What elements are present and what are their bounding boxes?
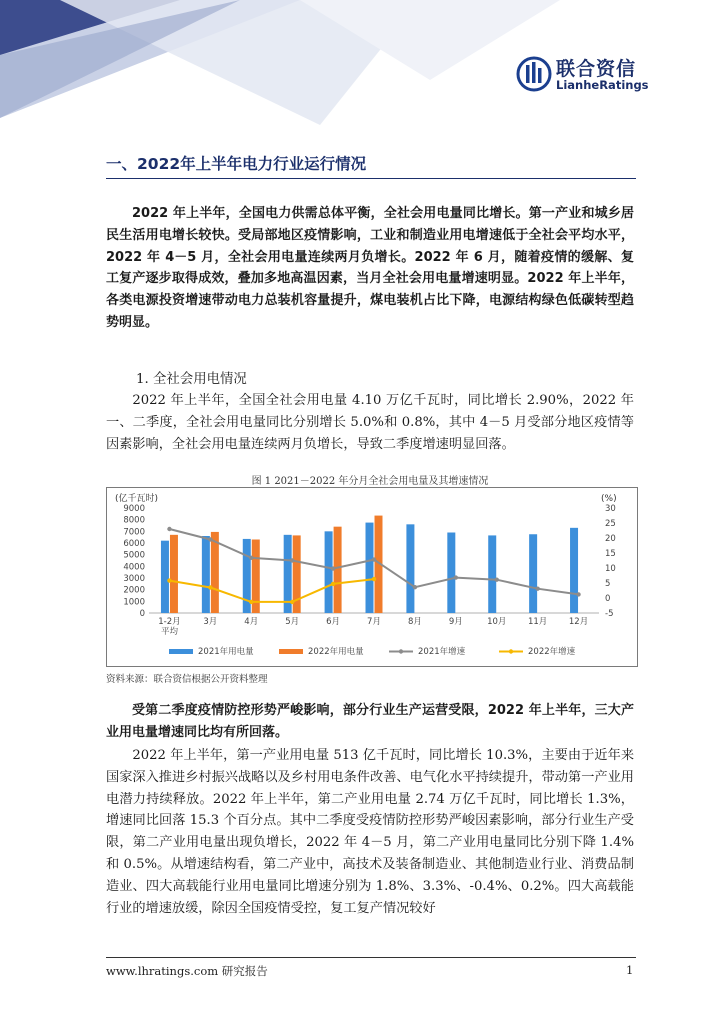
- bar-2021年用电量: [447, 533, 455, 614]
- summary-paragraph: [106, 203, 634, 334]
- bold-text-2: 受第二季度疫情防控形势严峻影响，部分行业生产运营受限，2022 年上半年，三大产业用电量增速同比均有所回落。: [106, 703, 634, 740]
- bar-2022年用电量: [211, 532, 219, 613]
- point-2022年增速: [372, 577, 376, 581]
- bold-paragraph-2: [106, 700, 634, 744]
- subsection-heading: 1. 全社会用电情况: [136, 372, 247, 387]
- left-tick-label: 2000: [123, 585, 145, 596]
- legend-label: 2021年用电量: [198, 647, 254, 657]
- legend-marker: [399, 649, 403, 653]
- body-text-1: 2022 年上半年，全国全社会用电量 4.10 万亿千瓦时，同比增长 2.90%，2022 年一、二季度，全社会用电量同比分别增长 5.0%和 0.8%，其中 4－5 月受部分地区疫情等因素影响，全社会用电量连续两月负增长，导致二季度增速明显回落。: [106, 393, 634, 452]
- right-tick-label: 0: [605, 594, 611, 604]
- left-tick-label: 1000: [123, 597, 145, 608]
- left-tick-label: 7000: [123, 527, 145, 538]
- x-tick-label: 8月: [407, 617, 422, 627]
- point-2021年增速: [167, 527, 171, 531]
- legend-label: 2021年增速: [418, 647, 466, 657]
- footer-site: www.lhratings.com 研究报告: [106, 964, 268, 978]
- point-2021年增速: [413, 585, 417, 589]
- x-tick-label: 平均: [160, 627, 178, 637]
- point-2021年增速: [576, 592, 580, 596]
- x-tick-label: 11月: [527, 617, 548, 627]
- body-text-2: 2022 年上半年，第一产业用电量 513 亿千瓦时，同比增长 10.3%，主要由于近年来国家深入推进乡村振兴战略以及乡村用电条件改善、电气化水平持续提升，带动第一产业用电潜力持续释放。2022 年上半年，第二产业用电量 2.74 万亿千瓦时，同比增长 1.3%，增速同比回落 15.3 个百分点。其中二季度受疫情防控形势严峻因素影响，部分行业生产受限，第二产业用电量出现负增长，2022 年 4－5 月，第二产业用电量同比分别下降 1.4%和 0.5%。从增速结构看，第二产业中，高技术及装备制造业、其他制造业行业、消费品制造业、四大高载能行业用电量同比增速分别为 1.8%、3.3%、-0.4%、0.2%。四大高载能行业的增速放缓，除因全国疫情受控，复工复产情况较好: [106, 748, 634, 916]
- left-tick-label: 5000: [123, 550, 145, 561]
- left-tick-label: 9000: [123, 504, 145, 514]
- body-paragraph-1: [106, 390, 634, 455]
- point-2021年增速: [290, 558, 294, 562]
- point-2021年增速: [454, 575, 458, 579]
- legend-label: 2022年增速: [528, 647, 576, 657]
- x-tick-label: 4月: [244, 617, 259, 627]
- right-tick-label: 5: [605, 579, 611, 589]
- bar-2021年用电量: [570, 528, 578, 613]
- logo-chinese-name: 联合资信: [556, 58, 637, 80]
- point-2021年增速: [535, 587, 539, 591]
- footer-rule: [106, 957, 636, 958]
- bar-2021年用电量: [325, 531, 333, 613]
- left-axis-label: (亿千瓦时): [115, 494, 159, 504]
- x-tick-label: 7月: [367, 617, 381, 627]
- brand-logo: [516, 54, 656, 98]
- point-2021年增速: [249, 556, 253, 560]
- right-tick-label: 15: [605, 549, 616, 559]
- point-2022年增速: [290, 600, 294, 604]
- bar-2021年用电量: [366, 523, 374, 613]
- summary-text: 2022 年上半年，全国电力供需总体平衡，全社会用电量同比增长。第一产业和城乡居民生活用电增长较快。受局部地区疫情影响，工业和制造业用电增速低于全社会平均水平，2022 年 4－5 月，全社会用电量连续两月负增长。2022 年 6 月，随着疫情的缓解、复工复产逐步取得成效，叠加多地高温因素，当月全社会用电量增速明显。2022 年上半年，各类电源投资增速带动电力总装机容量提升，煤电装机占比下降，电源结构绿色低碳转型趋势明显。: [106, 206, 634, 330]
- source-note: 资料来源：联合资信根据公开资料整理: [106, 674, 268, 685]
- x-tick-label: 10月: [487, 617, 507, 627]
- point-2022年增速: [208, 585, 212, 589]
- legend-marker: [509, 649, 513, 653]
- legend-swatch: [279, 649, 303, 654]
- electricity-chart: [106, 487, 638, 667]
- body-paragraph-2: [106, 745, 634, 919]
- point-2022年增速: [249, 600, 253, 604]
- point-2022年增速: [167, 578, 171, 582]
- x-tick-label: 6月: [326, 617, 341, 627]
- bar-2021年用电量: [488, 535, 496, 613]
- x-tick-label: 1-2月: [158, 617, 181, 627]
- left-tick-label: 4000: [123, 562, 145, 573]
- legend-swatch: [169, 649, 193, 654]
- section-title: 一、2022年上半年电力行业运行情况: [106, 155, 367, 173]
- point-2021年增速: [208, 537, 212, 541]
- logo-mark-icon: [516, 56, 552, 92]
- right-tick-label: 25: [605, 519, 616, 529]
- line-2022年增速: [169, 579, 374, 602]
- point-2021年增速: [372, 557, 376, 561]
- x-tick-label: 3月: [203, 617, 218, 627]
- bar-2021年用电量: [161, 541, 169, 613]
- right-axis-label: (%): [601, 494, 617, 504]
- point-2021年增速: [331, 566, 335, 570]
- left-tick-label: 6000: [123, 539, 145, 549]
- left-tick-label: 8000: [123, 515, 145, 526]
- logo-english-name: LianheRatings: [556, 78, 649, 92]
- x-tick-label: 9月: [448, 617, 463, 627]
- page-number: 1: [626, 963, 634, 977]
- left-tick-label: 3000: [123, 574, 145, 584]
- left-tick-label: 0: [139, 609, 145, 619]
- bar-2022年用电量: [170, 535, 178, 613]
- figure-caption: 图 1 2021－2022 年分月全社会用电量及其增速情况: [251, 476, 489, 487]
- right-tick-label: 10: [605, 564, 616, 574]
- right-tick-label: 30: [605, 504, 616, 514]
- bar-2021年用电量: [529, 534, 537, 613]
- section-title-underline: [106, 178, 636, 179]
- chart-canvas: [107, 488, 637, 666]
- x-tick-label: 5月: [285, 617, 300, 627]
- point-2021年增速: [495, 578, 499, 582]
- right-tick-label: 20: [605, 534, 616, 544]
- bar-2021年用电量: [202, 536, 210, 613]
- bar-2021年用电量: [406, 524, 414, 613]
- right-tick-label: -5: [605, 609, 614, 619]
- x-tick-label: 12月: [568, 617, 589, 627]
- legend-label: 2022年用电量: [308, 647, 364, 657]
- point-2022年增速: [331, 582, 335, 586]
